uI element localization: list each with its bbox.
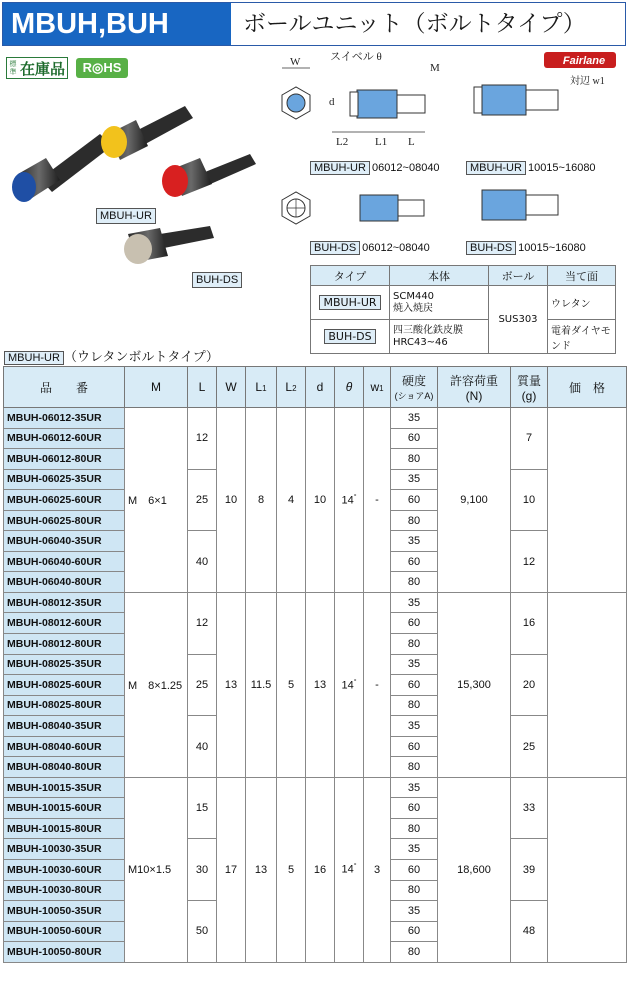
width-w-cell: 10 [217, 408, 246, 593]
drawing-label-3-type: BUH-DS [310, 241, 360, 255]
drawing-label-1-type: MBUH-UR [310, 161, 370, 175]
product-photo [0, 84, 260, 299]
table-header-row [4, 367, 627, 408]
photo-label-buh-ds: BUH-DS [192, 272, 242, 288]
table-row [4, 592, 627, 613]
dim-m: M [430, 62, 440, 74]
thread-m-cell: M10×1.5 [125, 777, 188, 962]
drawing-label-3 [310, 242, 430, 254]
hardness-cell: 80 [391, 695, 438, 716]
mass-cell: 33 [511, 777, 548, 839]
mass-cell: 12 [511, 531, 548, 593]
hardness-cell: 60 [391, 921, 438, 942]
mass-cell: 16 [511, 592, 548, 654]
dim-l1: L1 [375, 136, 388, 148]
thread-m-cell: M 6×1 [125, 408, 188, 593]
rohs-badge: R◎HS [76, 58, 128, 78]
product-code-cell: MBUH-08025-80UR [4, 695, 125, 716]
spec-header-body: 本体 [390, 266, 489, 286]
width-w-cell: 13 [217, 592, 246, 777]
width-w-cell: 17 [217, 777, 246, 962]
hardness-cell: 35 [391, 469, 438, 490]
hardness-cell: 35 [391, 408, 438, 429]
product-code-cell: MBUH-10015-80UR [4, 818, 125, 839]
col-w1: w1 [364, 367, 391, 408]
dim-w1: 対辺 w1 [570, 76, 605, 87]
hardness-cell: 35 [391, 901, 438, 922]
spec-body-material: SCM440 [393, 290, 435, 302]
product-code-cell: MBUH-06025-35UR [4, 469, 125, 490]
col-d: d [306, 367, 335, 408]
product-code-cell: MBUH-08012-60UR [4, 613, 125, 634]
product-code-cell: MBUH-06040-80UR [4, 572, 125, 593]
product-code-cell: MBUH-10015-60UR [4, 798, 125, 819]
drawing-label-3-range: 06012~08040 [362, 242, 430, 254]
spec-face-diamond: 電着ダイヤモンド [548, 320, 616, 354]
product-code-cell: MBUH-10030-60UR [4, 860, 125, 881]
product-code-cell: MBUH-08025-35UR [4, 654, 125, 675]
product-code-cell: MBUH-06012-60UR [4, 428, 125, 449]
swivel-theta-cell: 14° [335, 777, 364, 962]
col-load: 許容荷重 (N) [438, 367, 511, 408]
length-l-cell: 30 [188, 839, 217, 901]
hardness-cell: 60 [391, 490, 438, 511]
diameter-d-cell: 10 [306, 408, 335, 593]
page-header [2, 2, 626, 46]
hardness-cell: 80 [391, 449, 438, 470]
hardness-cell: 80 [391, 634, 438, 655]
product-table [3, 366, 627, 963]
stock-badge [6, 57, 68, 79]
dim-swivel: スイベル θ [330, 51, 382, 63]
price-cell [548, 592, 627, 777]
product-code-cell: MBUH-10030-35UR [4, 839, 125, 860]
brand-logo: Fairlane [562, 55, 606, 67]
mass-cell: 39 [511, 839, 548, 901]
product-code-cell: MBUH-08040-60UR [4, 736, 125, 757]
length-l-cell: 15 [188, 777, 217, 839]
length-l-cell: 40 [188, 716, 217, 778]
col-l: L [188, 367, 217, 408]
col-l1: L1 [246, 367, 277, 408]
hardness-cell: 80 [391, 757, 438, 778]
length-l1-cell: 13 [246, 777, 277, 962]
product-code-cell: MBUH-08040-80UR [4, 757, 125, 778]
dim-l: L [408, 136, 415, 148]
drawing-label-4 [466, 242, 586, 254]
col-hardness: 硬度 (ショアA) [391, 367, 438, 408]
product-code-title: MBUH,BUH [3, 3, 231, 45]
product-code-cell: MBUH-08025-60UR [4, 675, 125, 696]
product-code-cell: MBUH-06025-60UR [4, 490, 125, 511]
product-code-cell: MBUH-06012-80UR [4, 449, 125, 470]
hardness-cell: 60 [391, 613, 438, 634]
bolt-yellow-icon [101, 106, 193, 160]
col-w: W [217, 367, 246, 408]
price-cell [548, 777, 627, 962]
product-code-cell: MBUH-10050-60UR [4, 921, 125, 942]
technical-drawing [262, 50, 622, 260]
mass-cell: 7 [511, 408, 548, 470]
hardness-cell: 80 [391, 510, 438, 531]
length-l-cell: 40 [188, 531, 217, 593]
spec-type-mbuh-ur: MBUH-UR [319, 295, 380, 310]
degree-mark: ° [353, 493, 357, 501]
spec-ball-material: SUS303 [489, 286, 548, 354]
col-theta: θ [335, 367, 364, 408]
hardness-cell: 35 [391, 777, 438, 798]
thread-m-cell: M 8×1.25 [125, 592, 188, 777]
product-code-cell: MBUH-08012-35UR [4, 592, 125, 613]
product-code-cell: MBUH-10030-80UR [4, 880, 125, 901]
section-type: MBUH-UR [4, 351, 64, 365]
load-cell: 9,100 [438, 408, 511, 593]
length-l-cell: 50 [188, 901, 217, 963]
length-l1-cell: 11.5 [246, 592, 277, 777]
hardness-cell: 60 [391, 551, 438, 572]
width-w1-cell: - [364, 592, 391, 777]
spec-face-urethane: ウレタン [548, 286, 616, 320]
bolt-red-icon [162, 154, 256, 197]
section-label [4, 346, 219, 365]
mass-cell: 25 [511, 716, 548, 778]
length-l-cell: 12 [188, 408, 217, 470]
stock-badge-small: 標準 [9, 60, 17, 76]
stock-badge-text: 在庫品 [20, 59, 66, 78]
product-code-cell: MBUH-06040-60UR [4, 551, 125, 572]
product-code-cell: MBUH-10050-35UR [4, 901, 125, 922]
product-code-cell: MBUH-06012-35UR [4, 408, 125, 429]
hardness-cell: 35 [391, 531, 438, 552]
length-l2-cell: 5 [277, 777, 306, 962]
spec-body-treatment: 焼入焼戻 [393, 302, 433, 314]
drawing-label-4-type: BUH-DS [466, 241, 516, 255]
photo-label-mbuh-ur: MBUH-UR [96, 208, 156, 224]
hardness-cell: 35 [391, 716, 438, 737]
length-l-cell: 12 [188, 592, 217, 654]
spec-body-coating: 四三酸化鉄皮膜 [393, 324, 463, 336]
degree-mark: ° [353, 678, 357, 686]
product-code-cell: MBUH-06025-80UR [4, 510, 125, 531]
swivel-theta-cell: 14° [335, 408, 364, 593]
dim-w: W [290, 56, 301, 68]
drawing-label-1-range: 06012~08040 [371, 162, 440, 174]
col-price: 価 格 [548, 367, 627, 408]
col-l2: L2 [277, 367, 306, 408]
col-m: M [125, 367, 188, 408]
drawing-label-2 [466, 162, 596, 174]
product-table-body [4, 408, 627, 963]
drawing-label-4-range: 10015~16080 [518, 242, 586, 254]
col-code: 品 番 [4, 367, 125, 408]
dim-d: d [329, 96, 335, 108]
hardness-cell: 80 [391, 880, 438, 901]
dim-l2: L2 [336, 136, 349, 148]
hardness-cell: 35 [391, 839, 438, 860]
bolt-silver-icon [124, 226, 214, 264]
col-mass: 質量 (g) [511, 367, 548, 408]
spec-type-buh-ds: BUH-DS [324, 329, 375, 344]
product-code-cell: MBUH-06040-35UR [4, 531, 125, 552]
hardness-cell: 80 [391, 942, 438, 963]
hardness-cell: 60 [391, 798, 438, 819]
hardness-cell: 80 [391, 572, 438, 593]
mass-cell: 10 [511, 469, 548, 531]
length-l2-cell: 5 [277, 592, 306, 777]
spec-header-type: タイプ [311, 266, 390, 286]
hardness-cell: 60 [391, 428, 438, 449]
swivel-theta-cell: 14° [335, 592, 364, 777]
hardness-cell: 60 [391, 860, 438, 881]
diameter-d-cell: 16 [306, 777, 335, 962]
drawing-label-2-type: MBUH-UR [466, 161, 526, 175]
hardness-cell: 80 [391, 818, 438, 839]
material-spec-table [310, 265, 616, 354]
length-l2-cell: 4 [277, 408, 306, 593]
table-row [4, 777, 627, 798]
drawing-label-2-range: 10015~16080 [527, 162, 596, 174]
hardness-cell: 60 [391, 736, 438, 757]
spec-body-hardness: HRC43~46 [393, 336, 448, 348]
load-cell: 15,300 [438, 592, 511, 777]
load-cell: 18,600 [438, 777, 511, 962]
hardness-cell: 35 [391, 592, 438, 613]
width-w1-cell: 3 [364, 777, 391, 962]
length-l1-cell: 8 [246, 408, 277, 593]
product-code-cell: MBUH-08040-35UR [4, 716, 125, 737]
drawing-label-1 [310, 162, 440, 174]
table-row [4, 408, 627, 429]
hardness-cell: 60 [391, 675, 438, 696]
diameter-d-cell: 13 [306, 592, 335, 777]
product-name-title: ボールユニット（ボルトタイプ） [243, 11, 586, 37]
spec-header-ball: ボール [489, 266, 548, 286]
product-code-cell: MBUH-10015-35UR [4, 777, 125, 798]
length-l-cell: 25 [188, 469, 217, 531]
degree-mark: ° [353, 863, 357, 871]
width-w1-cell: - [364, 408, 391, 593]
bolt-blue-icon [12, 134, 112, 202]
spec-header-face: 当て面 [548, 266, 616, 286]
section-text: （ウレタンボルトタイプ） [63, 350, 219, 365]
product-code-cell: MBUH-08012-80UR [4, 634, 125, 655]
price-cell [548, 408, 627, 593]
length-l-cell: 25 [188, 654, 217, 716]
mass-cell: 20 [511, 654, 548, 716]
hardness-cell: 35 [391, 654, 438, 675]
product-code-cell: MBUH-10050-80UR [4, 942, 125, 963]
mass-cell: 48 [511, 901, 548, 963]
